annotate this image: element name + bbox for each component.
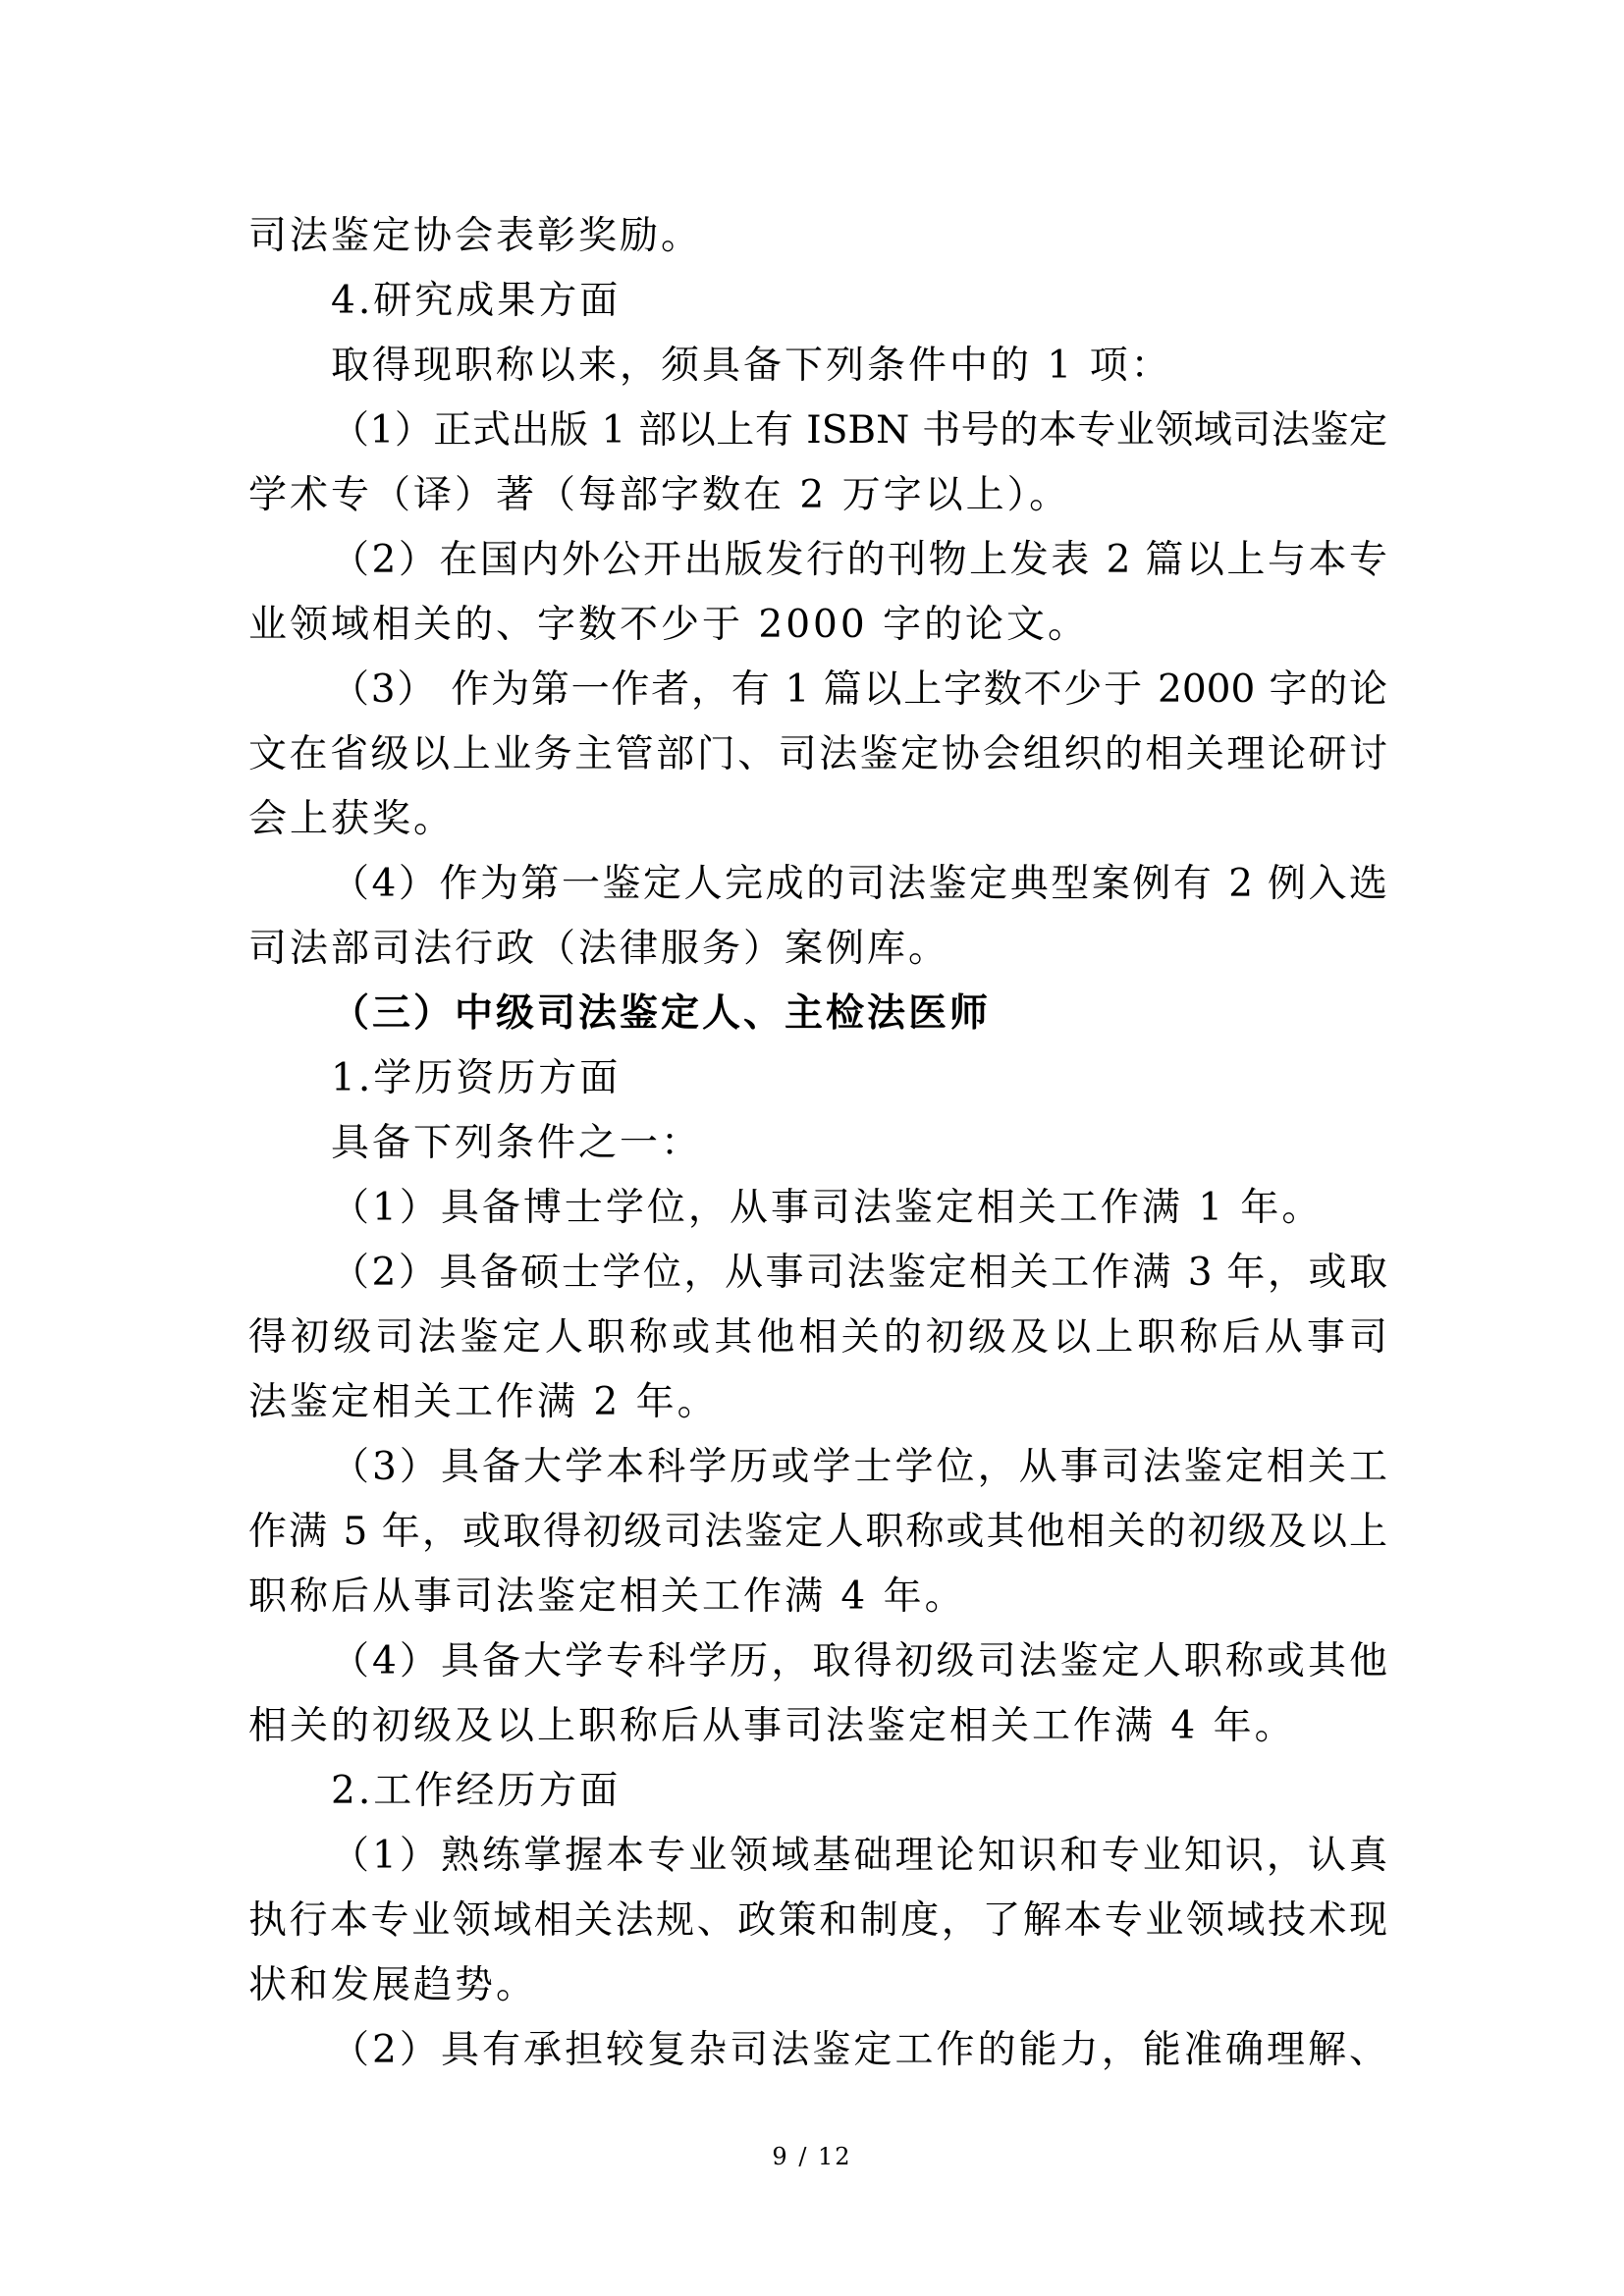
text-line: 司法部司法行政（法律服务）案例库。	[248, 927, 950, 971]
list-item: （4）作为第一鉴定人完成的司法鉴定典型案例有 2 例入选	[331, 862, 1387, 906]
text-line: 业领域相关的、字数不少于 2000 字的论文。	[248, 603, 1090, 647]
list-item: （1）正式出版 1 部以上有 ISBN 书号的本专业领域司法鉴定	[331, 408, 1387, 453]
list-item: （3）具备大学本科学历或学士学位，从事司法鉴定相关工	[331, 1445, 1387, 1489]
text-line: 作满 5 年，或取得初级司法鉴定人职称或其他相关的初级及以上	[248, 1510, 1387, 1554]
text-line: 职称后从事司法鉴定相关工作满 4 年。	[248, 1575, 966, 1619]
text-line: 法鉴定相关工作满 2 年。	[248, 1380, 719, 1424]
text-line: 取得现职称以来，须具备下列条件中的 1 项：	[331, 344, 1172, 388]
text-line: 执行本专业领域相关法规、政策和制度，了解本专业领域技术现	[248, 1898, 1387, 1943]
list-item: （4）具备大学专科学历，取得初级司法鉴定人职称或其他	[331, 1639, 1387, 1683]
text-line: 司法鉴定协会表彰奖励。	[248, 214, 703, 258]
page-number: 9 / 12	[772, 2143, 852, 2170]
list-item: （2）在国内外公开出版发行的刊物上发表 2 篇以上与本专	[331, 538, 1387, 582]
text-line: 状和发展趋势。	[248, 1963, 538, 2007]
list-item: （2）具备硕士学位，从事司法鉴定相关工作满 3 年，或取	[331, 1251, 1387, 1295]
text-line: 会上获奖。	[248, 797, 456, 841]
text-line: 相关的初级及以上职称后从事司法鉴定相关工作满 4 年。	[248, 1704, 1296, 1748]
text-line: 学术专（译）著（每部字数在 2 万字以上）。	[248, 473, 1071, 517]
list-item: （1）熟练掌握本专业领域基础理论知识和专业知识，认真	[331, 1834, 1387, 1878]
section-title: （三）中级司法鉴定人、主检法医师	[331, 991, 992, 1036]
list-item: （1）具备博士学位，从事司法鉴定相关工作满 1 年。	[331, 1186, 1324, 1230]
section-heading: 4.研究成果方面	[331, 279, 622, 323]
text-line: 文在省级以上业务主管部门、司法鉴定协会组织的相关理论研讨	[248, 732, 1387, 776]
list-item: （2）具有承担较复杂司法鉴定工作的能力，能准确理解、	[331, 2028, 1387, 2072]
document-body	[248, 204, 1387, 2083]
list-item: （3） 作为第一作者，有 1 篇以上字数不少于 2000 字的论	[331, 667, 1387, 712]
text-line: 得初级司法鉴定人职称或其他相关的初级及以上职称后从事司	[248, 1315, 1387, 1360]
section-heading: 1.学历资历方面	[331, 1056, 622, 1100]
text-line: 具备下列条件之一：	[331, 1121, 703, 1165]
section-heading: 2.工作经历方面	[331, 1769, 622, 1813]
